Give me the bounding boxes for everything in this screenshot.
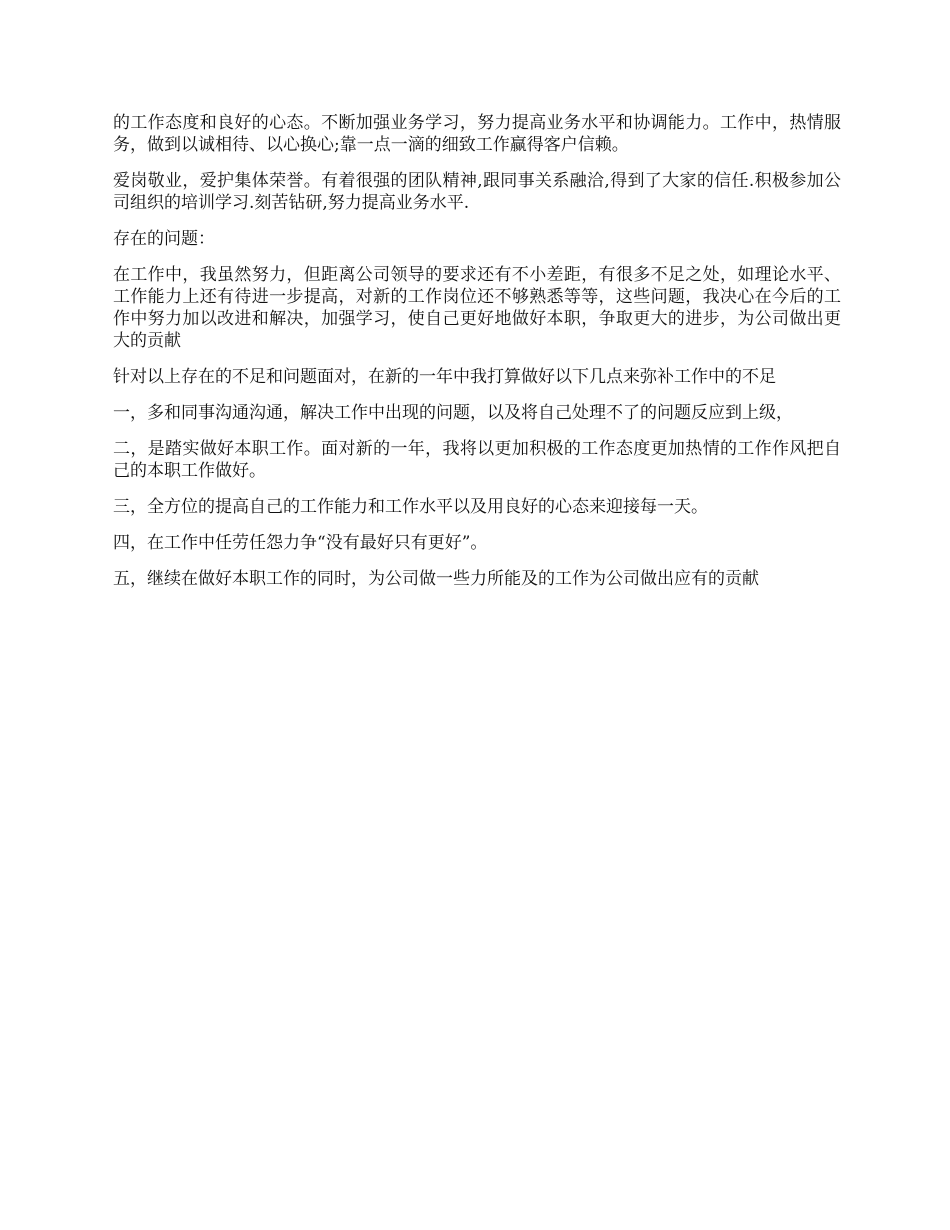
paragraph-7: 二，是踏实做好本职工作。面对新的一年，我将以更加积极的工作态度更加热情的工作作风把自己的本职工作做好。 [113, 439, 841, 481]
paragraph-10: 五，继续在做好本职工作的同时，为公司做一些力所能及的工作为公司做出应有的贡献 [113, 569, 759, 589]
paragraph-5: 针对以上存在的不足和问题面对，在新的一年中我打算做好以下几点来弥补工作中的不足 [113, 367, 776, 387]
paragraph-3: 存在的问题： [113, 229, 215, 249]
paragraph-9: 四，在工作中任劳任怨力争“没有最好只有更好”。 [113, 533, 488, 553]
paragraph-4: 在工作中，我虽然努力，但距离公司领导的要求还有不小差距，有很多不足之处，如理论水平、工作能力上还有待进一步提高，对新的工作岗位还不够熟悉等等，这些问题，我决心在今后的工作中努力加以改进和解决，加强学习，使自己更好地做好本职，争取更大的进步，为公司做出更大的贡献 [113, 265, 841, 351]
paragraph-2: 爱岗敬业，爱护集体荣誉。有着很强的团队精神,跟同事关系融洽,得到了大家的信任.积极参加公司组织的培训学习.刻苦钻研,努力提高业务水平. [113, 171, 841, 213]
paragraph-1: 的工作态度和良好的心态。不断加强业务学习，努力提高业务水平和协调能力。工作中，热情服务，做到以诚相待、以心换心;靠一点一滴的细致工作赢得客户信赖。 [113, 113, 841, 155]
paragraph-6: 一，多和同事沟通沟通，解决工作中出现的问题，以及将自己处理不了的问题反应到上级， [113, 403, 793, 423]
document-body [113, 112, 841, 604]
paragraph-8: 三，全方位的提高自己的工作能力和工作水平以及用良好的心态来迎接每一天。 [113, 497, 708, 517]
